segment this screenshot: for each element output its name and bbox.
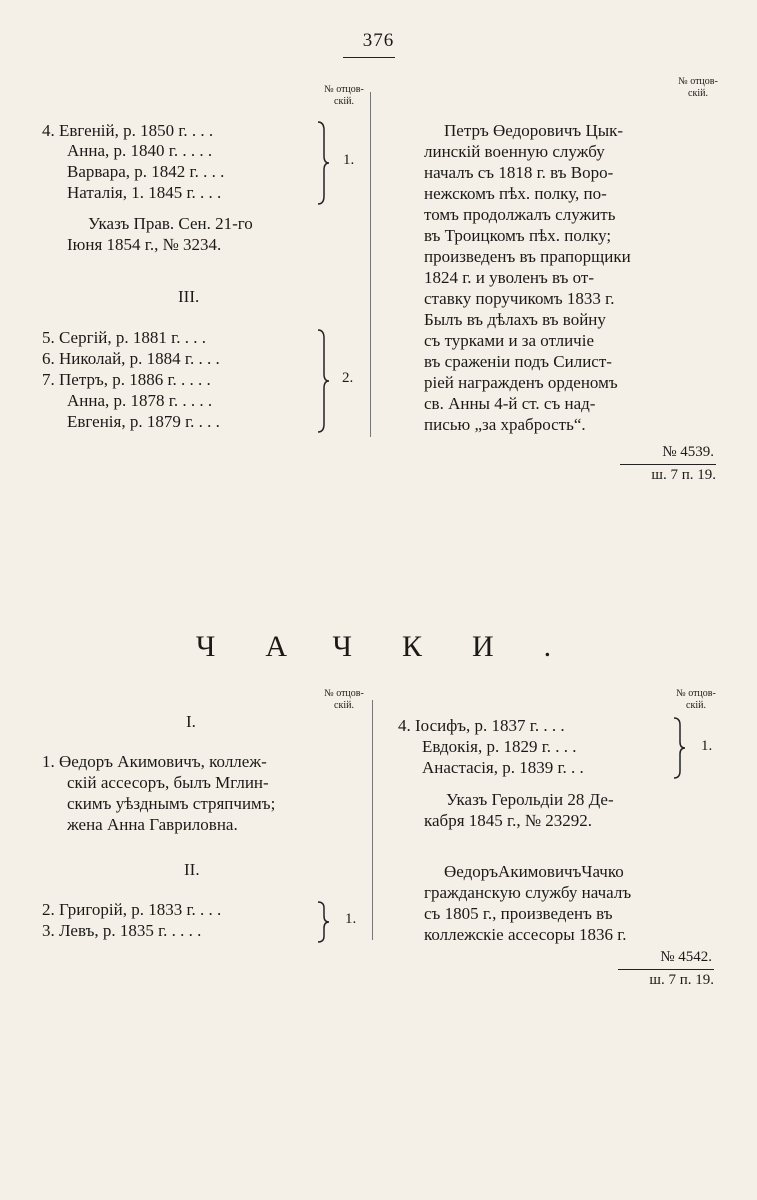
bio-line: началъ съ 1818 г. въ Воро- xyxy=(424,163,614,182)
shelf-mark: ш. 7 п. 19. xyxy=(651,467,716,483)
bio-line: гражданскую службу началъ xyxy=(424,883,632,902)
group-number: 1. xyxy=(343,152,355,168)
bio-line: писью „за храбрость“. xyxy=(424,415,586,434)
column-header-bottom-right: № отцов- скій. xyxy=(676,688,716,711)
column-header-bottom-left: № отцов- скій. xyxy=(324,688,364,711)
entry-line: скимъ уѣзднымъ стряпчимъ; xyxy=(67,794,276,813)
bio-line: Петръ Өедоровичъ Цык- xyxy=(444,121,624,140)
bio-line: съ турками и за отличіе xyxy=(424,331,594,350)
list-item: 2. Григорій, р. 1833 г. . . . xyxy=(42,900,222,919)
list-item: 4. Іосифъ, р. 1837 г. . . . xyxy=(398,716,565,735)
list-item: 6. Николай, р. 1884 г. . . . xyxy=(42,349,220,368)
decree-line: Указъ Герольдіи 28 Де- xyxy=(446,790,614,809)
bio-line: Былъ въ дѣлахъ въ войну xyxy=(424,310,606,329)
bio-line: съ 1805 г., произведенъ въ xyxy=(424,904,613,923)
brace-icon xyxy=(316,328,330,434)
list-item: Варвара, р. 1842 г. . . . xyxy=(67,162,225,181)
bio-line: коллежскіе ассесоры 1836 г. xyxy=(424,925,627,944)
bio-line: нежскомъ пѣх. полку, по- xyxy=(424,184,607,203)
shelf-mark: ш. 7 п. 19. xyxy=(649,972,714,988)
bio-line: произведенъ въ прапорщики xyxy=(424,247,631,266)
group-number: 2. xyxy=(342,370,354,386)
archive-number: № 4542. xyxy=(660,949,712,965)
group-number: 1. xyxy=(701,738,713,754)
decree-line: Іюня 1854 г., № 3234. xyxy=(67,235,222,254)
archive-rule xyxy=(618,969,714,970)
archive-rule xyxy=(620,464,716,465)
list-item: Евдокія, р. 1829 г. . . . xyxy=(422,737,577,756)
bio-line: томъ продолжалъ служить xyxy=(424,205,616,224)
list-item: 4. Евгеній, р. 1850 г. . . . xyxy=(42,121,214,140)
decree-line: Указъ Прав. Сен. 21-го xyxy=(88,214,253,233)
bio-line: 1824 г. и уволенъ въ от- xyxy=(424,268,595,287)
list-item: Евгенія, р. 1879 г. . . . xyxy=(67,412,220,431)
page-number-rule xyxy=(343,57,395,58)
brace-icon xyxy=(316,900,330,944)
bio-line: ставку поручикомъ 1833 г. xyxy=(424,289,615,308)
list-item: 3. Левъ, р. 1835 г. . . . . xyxy=(42,921,202,940)
list-item: Наталія, 1. 1845 г. . . . xyxy=(67,183,222,202)
group-number: 1. xyxy=(345,911,357,927)
column-separator-top xyxy=(370,92,371,437)
page-number: 376 xyxy=(362,30,395,51)
section-roman-numeral: II. xyxy=(184,860,200,879)
list-item: Анна, р. 1878 г. . . . . xyxy=(67,391,213,410)
bio-line: въ сраженіи подъ Силист- xyxy=(424,352,612,371)
bio-line: ріей награжденъ орденомъ xyxy=(424,373,618,392)
column-header-top-right: № отцов- скій. xyxy=(678,76,718,99)
archive-number: № 4539. xyxy=(662,444,714,460)
brace-icon xyxy=(672,716,686,780)
bio-line: въ Троицкомъ пѣх. полку; xyxy=(424,226,612,245)
bio-line: св. Анны 4-й ст. съ над- xyxy=(424,394,596,413)
list-item: Анастасія, р. 1839 г. . . xyxy=(422,758,584,777)
column-separator-bottom xyxy=(372,700,373,940)
section-roman-numeral: I. xyxy=(186,712,196,731)
list-item: 5. Сергій, р. 1881 г. . . . xyxy=(42,328,206,347)
column-header-top-left: № отцов- скій. xyxy=(324,84,364,107)
entry-line: скій ассесоръ, былъ Мглин- xyxy=(67,773,269,792)
list-item: 7. Петръ, р. 1886 г. . . . . xyxy=(42,370,211,389)
entry-line: 1. Өедоръ Акимовичъ, коллеж- xyxy=(42,752,267,771)
list-item: Анна, р. 1840 г. . . . . xyxy=(67,141,213,160)
bio-line: ӨедоръАкимовичъЧачко xyxy=(444,862,624,881)
brace-icon xyxy=(316,120,330,206)
entry-line: жена Анна Гавриловна. xyxy=(67,815,238,834)
decree-line: кабря 1845 г., № 23292. xyxy=(424,811,593,830)
family-title: ЧАЧКИ. xyxy=(195,630,602,663)
bio-line: линскій военную службу xyxy=(424,142,605,161)
section-roman-numeral: III. xyxy=(178,287,200,306)
